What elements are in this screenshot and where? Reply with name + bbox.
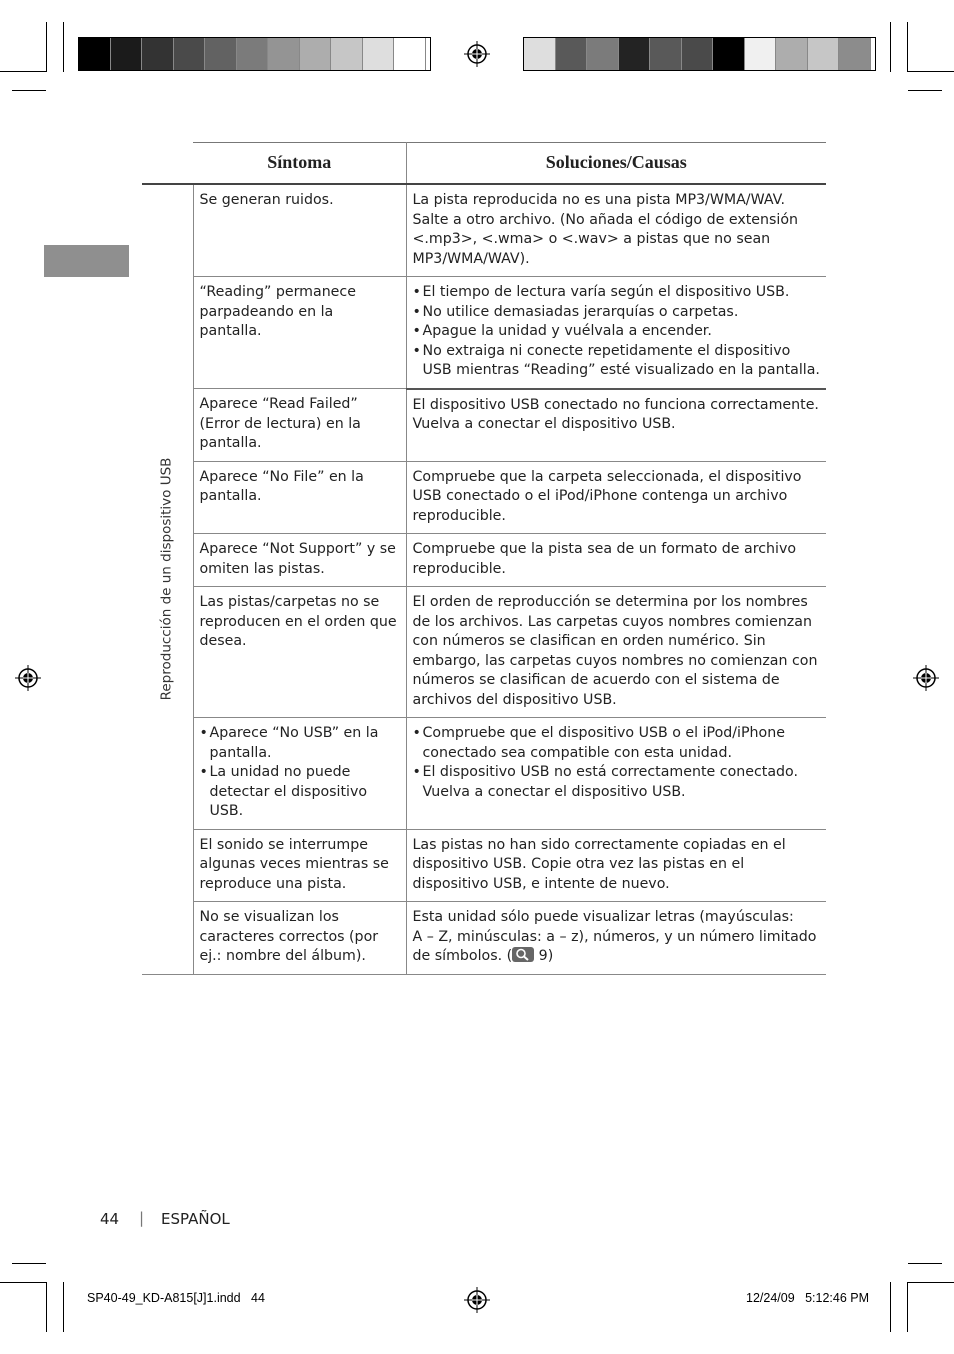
symptom-cell: El sonido se interrumpe algunas veces mientras se reproduce una pista. — [193, 829, 406, 902]
solution-line: Esta unidad sólo puede visualizar letras (mayúsculas: — [412, 909, 794, 925]
list-item: • El tiempo de lectura varía según el dispositivo USB. — [413, 283, 821, 303]
crop-mark — [907, 1282, 908, 1332]
color-swatch — [394, 38, 426, 70]
color-swatch — [331, 38, 363, 70]
crop-mark — [890, 1282, 891, 1332]
slug-datetime: 12/24/09 5:12:46 PM — [746, 1291, 870, 1305]
page-reference: 9) — [534, 948, 554, 964]
solution-cell — [406, 718, 826, 830]
color-swatch — [839, 38, 871, 70]
solution-cell: La pista reproducida no es una pista MP3/WMA/WAV. Salte a otro archivo. (No añada el código de extensión <.mp3>, <.wma> o <.wav> a pistas que no sean MP3/WMA/WAV). — [406, 184, 826, 277]
crop-mark — [908, 90, 942, 91]
color-swatch — [682, 38, 714, 70]
category-cell — [142, 184, 193, 974]
symptom-list — [200, 724, 400, 822]
crop-mark — [908, 1282, 954, 1283]
color-swatch — [79, 38, 111, 70]
table-row — [142, 389, 826, 462]
color-swatch — [363, 38, 395, 70]
solution-cell: Compruebe que la carpeta seleccionada, el dispositivo USB conectado o el iPod/iPhone contenga un archivo reproducible. — [406, 461, 826, 534]
crop-mark — [0, 1282, 46, 1283]
list-item: • No extraiga ni conecte repetidamente el dispositivo USB mientras “Reading” esté visualizado en la pantalla. — [413, 342, 821, 381]
table-row — [142, 587, 826, 718]
list-item: • Compruebe que el dispositivo USB o el iPod/iPhone conectado sea compatible con esta unidad. — [413, 724, 821, 763]
list-item: • No utilice demasiadas jerarquías o carpetas. — [413, 303, 821, 323]
color-swatch — [587, 38, 619, 70]
language-side-tab — [44, 245, 129, 277]
crop-mark — [12, 90, 46, 91]
symptom-cell: Se generan ruidos. — [193, 184, 406, 277]
registration-mark-icon — [464, 41, 490, 67]
solution-column-header: Soluciones/Causas — [406, 143, 826, 185]
table-row — [142, 902, 826, 975]
page-number: 44 — [100, 1210, 120, 1228]
crop-mark — [63, 22, 64, 72]
symptom-cell — [193, 718, 406, 830]
solution-cell — [406, 277, 826, 389]
color-swatch — [619, 38, 651, 70]
category-label: Reproducción de un dispositivo USB — [158, 457, 175, 701]
crop-mark — [908, 71, 954, 72]
color-bar-left — [78, 37, 431, 71]
color-swatch — [776, 38, 808, 70]
symptom-cell: No se visualizan los caracteres correctos (por ej.: nombre del álbum). — [193, 902, 406, 975]
magnifier-reference-icon — [512, 947, 534, 962]
registration-mark-icon — [464, 1287, 490, 1313]
solution-list — [413, 724, 821, 802]
list-item: • Apague la unidad y vuélvala a encender. — [413, 322, 821, 342]
color-swatch — [268, 38, 300, 70]
crop-mark — [907, 22, 908, 72]
symptom-cell: Aparece “Read Failed” (Error de lectura) en la pantalla. — [193, 389, 406, 462]
solution-cell: El orden de reproducción se determina por los nombres de los archivos. Las carpetas cuyos nombres comienzan con números se clasifican en orden numérico. Sin embargo, las carpetas cuyos nombres no comienzan con números se clasifican de acuerdo con el sistema de archivos del dispositivo USB. — [406, 587, 826, 718]
table-row — [142, 829, 826, 902]
list-item: • La unidad no puede detectar el dispositivo USB. — [200, 763, 400, 822]
list-item: • Aparece “No USB” en la pantalla. — [200, 724, 400, 763]
solution-line: A – Z, minúsculas: a – z), números, y un número limitado de símbolos. ( — [412, 928, 817, 964]
color-swatch — [745, 38, 777, 70]
table-row — [142, 277, 826, 389]
troubleshooting-table — [142, 142, 826, 975]
solution-cell: Compruebe que la pista sea de un formato de archivo reproducible. — [406, 534, 826, 587]
color-swatch — [808, 38, 840, 70]
footer-separator: | — [139, 1209, 145, 1227]
table-row — [142, 718, 826, 830]
list-item: • El dispositivo USB no está correctamente conectado. Vuelva a conectar el dispositivo USB. — [413, 763, 821, 802]
symptom-cell: Las pistas/carpetas no se reproducen en el orden que desea. — [193, 587, 406, 718]
color-swatch — [142, 38, 174, 70]
color-swatch — [205, 38, 237, 70]
color-swatch — [174, 38, 206, 70]
symptom-column-header: Síntoma — [193, 143, 406, 185]
color-swatch — [524, 38, 556, 70]
table-row — [142, 461, 826, 534]
solution-list — [413, 283, 821, 381]
crop-mark — [0, 71, 46, 72]
table-header-row — [142, 143, 826, 185]
color-swatch — [556, 38, 588, 70]
crop-mark — [908, 1263, 942, 1264]
color-swatch — [713, 38, 745, 70]
color-swatch — [111, 38, 143, 70]
color-swatch — [237, 38, 269, 70]
slug-filename: SP40-49_KD-A815[J]1.indd 44 — [87, 1291, 265, 1305]
symptom-cell: “Reading” permanece parpadeando en la pantalla. — [193, 277, 406, 389]
table-row — [142, 184, 826, 277]
solution-cell — [406, 902, 826, 975]
crop-mark — [12, 1263, 46, 1264]
registration-mark-icon — [15, 665, 41, 691]
footer-language: ESPAÑOL — [161, 1210, 230, 1228]
color-swatch — [300, 38, 332, 70]
crop-mark — [46, 1282, 47, 1332]
symptom-cell: Aparece “No File” en la pantalla. — [193, 461, 406, 534]
color-bar-right — [523, 37, 876, 71]
registration-mark-icon — [913, 665, 939, 691]
solution-cell: El dispositivo USB conectado no funciona correctamente. Vuelva a conectar el dispositivo USB. — [406, 389, 826, 462]
crop-mark — [46, 22, 47, 72]
crop-mark — [890, 22, 891, 72]
color-swatch — [650, 38, 682, 70]
crop-mark — [63, 1282, 64, 1332]
solution-cell: Las pistas no han sido correctamente copiadas en el dispositivo USB. Copie otra vez las pistas en el dispositivo USB, e intente de nuevo. — [406, 829, 826, 902]
symptom-cell: Aparece “Not Support” y se omiten las pistas. — [193, 534, 406, 587]
table-row — [142, 534, 826, 587]
